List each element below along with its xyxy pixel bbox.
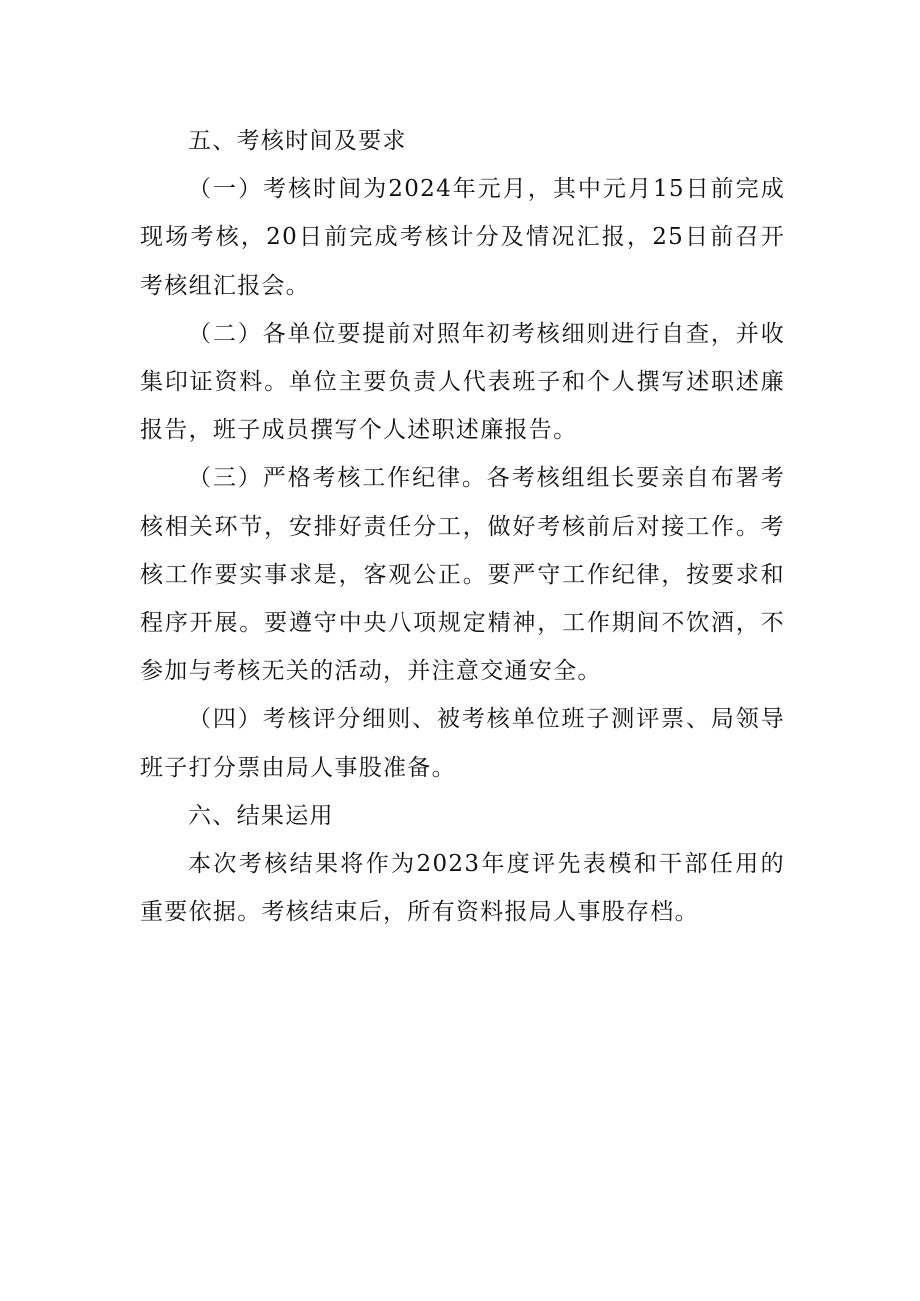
section-5-item-1: （一）考核时间为2024年元月，其中元月15日前完成现场考核，20日前完成考核计分及情况汇报，25日前召开考核组汇报会。 <box>140 176 785 299</box>
section-5-item-2: （二）各单位要提前对照年初考核细则进行自查，并收集印证资料。单位主要负责人代表班子和个人撰写述职述廉报告，班子成员撰写个人述职述廉报告。 <box>140 320 785 444</box>
section-5-heading: 五、考核时间及要求 <box>188 128 407 154</box>
section-6-heading: 六、结果运用 <box>188 802 334 829</box>
section-5-item-4: （四）考核评分细则、被考核单位班子测评票、局领导班子打分票由局人事股准备。 <box>140 706 785 781</box>
section-6-body: 本次考核结果将作为2023年度评先表模和干部任用的重要依据。考核结束后，所有资料报局人事股存档。 <box>140 851 785 926</box>
document-body <box>140 117 785 936</box>
section-5-item-3: （三）严格考核工作纪律。各考核组组长要亲自布署考核相关环节，安排好责任分工，做好考核前后对接工作。考核工作要实事求是，客观公正。要严守工作纪律，按要求和程序开展。要遵守中央八项规定精神，工作期间不饮酒，不参加与考核无关的活动，并注意交通安全。 <box>140 465 785 685</box>
